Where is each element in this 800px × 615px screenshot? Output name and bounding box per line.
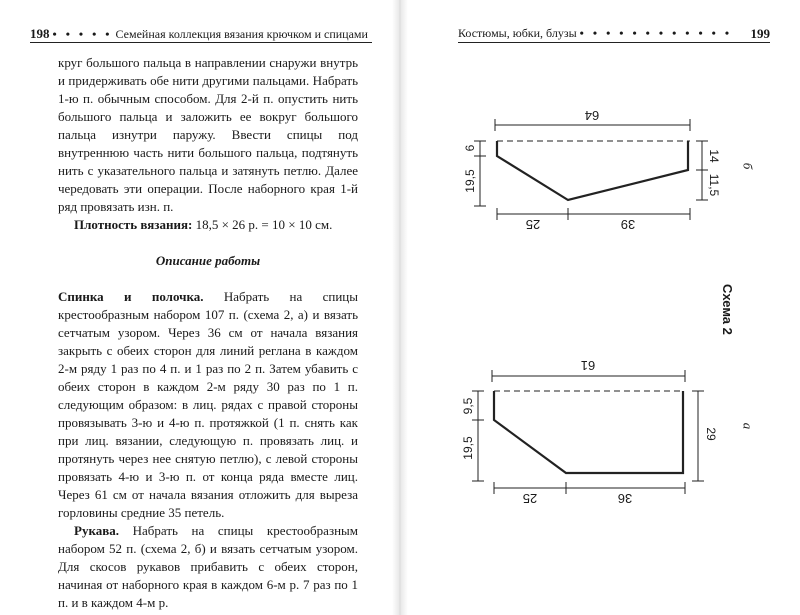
left-body-text <box>58 54 358 612</box>
a-dim-left-top: 9,5 <box>461 397 475 415</box>
right-running-title: Костюмы, юбки, блузы <box>458 26 577 40</box>
section-title: Описание работы <box>155 253 261 268</box>
density-label: Плотность вязания: <box>74 217 193 232</box>
sleeve-lead: Рукава. <box>74 523 120 538</box>
right-page-number: 199 <box>750 26 770 41</box>
left-running-head <box>30 26 368 42</box>
paragraph-sleeve <box>58 522 358 612</box>
b-dim-left-bottom: 19,5 <box>463 169 477 193</box>
diagram-a <box>461 358 718 506</box>
density-text: 18,5 × 26 р. = 10 × 10 см. <box>192 217 333 232</box>
b-dim-top: 64 <box>584 108 600 123</box>
sleeve-text: Набрать на спицы крестообразным набором 52 п. (схема 2, б) и вязать сетчатым узором. Для скосов рукавов прибавить с обеих сторон, начиная от наборного края в каждом 6-м р. 7 раз по 1 п. и в каждом 4-м р. <box>58 523 358 610</box>
a-dim-bottom-right: 36 <box>617 491 633 506</box>
back-text: Набрать на спицы крестообразным набором 107 п. (схема 2, а) и вязать сетчатым узором. Через 36 см от начала вязания закрыть с обеих сторон для линий реглана в каждом 2-м ряду 1 раз по 4 п. и 1 раз по 2 п. Затем убавить с обеих сторон в каждом 2-м ряду 30 раз по 1 п. следующим образом: в лиц. рядах с правой стороны провязывать 3-ю и 4-ю п. протяжкой (1 п. снять как при лиц. вязании, следующую п. провязать лиц. и протянуть через нее снятую петлю), с левой стороны провязать 4-ю и 3-ю п. от конца ряда вместе лиц. Через 61 см от начала вязания отложить для выреза горловины средние 35 петель. <box>58 289 359 520</box>
diagram-b <box>463 108 721 232</box>
left-header-dots: • • • • • <box>52 27 113 41</box>
a-dim-top: 61 <box>580 358 596 373</box>
paragraph-density <box>58 216 358 234</box>
left-running-title: Семейная коллекция вязания крючком и спицами <box>115 27 368 41</box>
a-dim-left-bottom: 19,5 <box>461 436 475 460</box>
a-dim-bottom-left: 25 <box>522 491 538 506</box>
b-dim-bottom-right: 39 <box>620 217 636 232</box>
left-header-rule <box>30 42 372 43</box>
right-header-dots: • • • • • • • • • • • • <box>579 26 733 40</box>
left-page-number: 198 <box>30 26 50 41</box>
b-dim-right-top: 14 <box>707 149 721 163</box>
paragraph-cast-on: круг большого пальца в направлении снаружи внутрь и придерживать обе нити другими пальцами. Набрать 1-ю п. обычным способом. Для 2-й п. опустить нить большого пальца и заложить ее вокруг большого пальца изнутри паружу. Ввести спицы под внутреннюю часть нити большого пальца, подтянуть нить с указательного пальца и затянуть петлю. Далее чередовать эти операции. После наборного края 1-й ряд провязать изн. п. <box>58 55 358 214</box>
paragraph-back <box>58 288 358 522</box>
b-dim-left-top: 6 <box>463 144 477 152</box>
diagram-a-label: а <box>740 422 756 430</box>
scheme-label: Схема 2 <box>720 284 735 335</box>
a-dim-right: 29 <box>704 427 718 441</box>
a-outline <box>494 391 683 473</box>
b-dim-right-bottom: 11,5 <box>707 173 721 197</box>
diagram-b-label: б <box>740 162 756 170</box>
scheme-diagrams <box>400 0 800 615</box>
b-dim-bottom-left: 25 <box>525 217 541 232</box>
b-outline <box>497 141 688 200</box>
back-lead: Спинка и полочка. <box>58 289 204 304</box>
right-page <box>400 0 800 615</box>
